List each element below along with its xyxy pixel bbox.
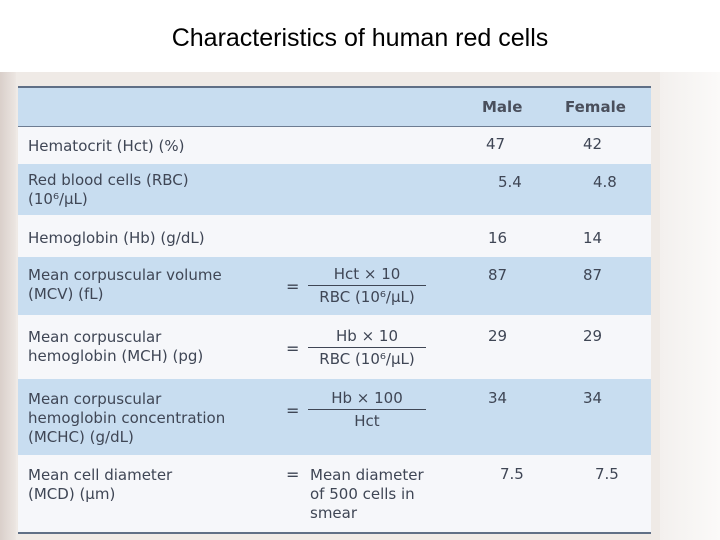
formula-denominator: RBC (10⁶/μL)	[319, 350, 415, 368]
row-label-unit: (10⁶/μL)	[28, 190, 88, 208]
formula-fraction	[308, 389, 426, 430]
equals-sign: =	[286, 339, 300, 358]
table-row-mcd	[18, 455, 651, 530]
formula-fraction	[308, 265, 426, 306]
formula-fraction	[308, 327, 426, 368]
table-row-hemoglobin	[18, 215, 651, 257]
female-value: 87	[583, 266, 603, 284]
equals-sign: =	[286, 277, 300, 296]
male-value: 5.4	[498, 173, 522, 191]
slide-title: Characteristics of human red cells	[171, 24, 549, 52]
male-value: 34	[488, 389, 508, 407]
male-value: 29	[488, 327, 508, 345]
row-label-unit: (MCD) (μm)	[28, 485, 116, 503]
equals-sign: =	[286, 465, 300, 484]
table-row-hematocrit	[18, 127, 651, 164]
formula-denominator: Hct	[354, 412, 380, 430]
row-label: Mean cell diameter	[28, 466, 173, 484]
row-label: Hematocrit (Hct) (%)	[28, 137, 185, 155]
table-row-mcv	[18, 257, 651, 315]
equals-sign: =	[286, 401, 300, 420]
table-row-mch	[18, 315, 651, 379]
scan-left-edge	[0, 72, 16, 540]
row-label-unit: (MCHC) (g/dL)	[28, 428, 134, 446]
row-label: Mean corpuscular	[28, 390, 162, 408]
table-header-row	[18, 88, 651, 127]
row-label-line2: hemoglobin concentration	[28, 409, 226, 427]
female-value: 29	[583, 327, 603, 345]
male-value: 87	[488, 266, 508, 284]
definition-line-3: smear	[310, 504, 358, 522]
female-value: 42	[583, 135, 603, 153]
male-value: 47	[486, 135, 506, 153]
row-label: Hemoglobin (Hb) (g/dL)	[28, 229, 205, 247]
header-female: Female	[565, 98, 626, 116]
red-cell-characteristics-table	[18, 86, 651, 534]
female-value: 7.5	[595, 465, 619, 483]
definition-line-1: Mean diameter	[310, 466, 424, 484]
row-label: Red blood cells (RBC)	[28, 171, 189, 189]
female-value: 14	[583, 229, 603, 247]
definition-line-2: of 500 cells in	[310, 485, 415, 503]
row-label: Mean corpuscular	[28, 328, 162, 346]
female-value: 34	[583, 389, 603, 407]
header-male: Male	[482, 98, 523, 116]
table-row-rbc	[18, 164, 651, 215]
male-value: 16	[488, 229, 508, 247]
female-value: 4.8	[593, 173, 617, 191]
table-row-mchc	[18, 379, 651, 455]
formula-numerator: Hct × 10	[308, 265, 426, 286]
row-label: Mean corpuscular volume	[28, 266, 222, 284]
row-label-unit: hemoglobin (MCH) (pg)	[28, 347, 204, 365]
formula-denominator: RBC (10⁶/μL)	[319, 288, 415, 306]
formula-numerator: Hb × 10	[308, 327, 426, 348]
row-label-unit: (MCV) (fL)	[28, 285, 104, 303]
male-value: 7.5	[500, 465, 524, 483]
scan-right-page	[660, 72, 720, 540]
formula-numerator: Hb × 100	[308, 389, 426, 410]
